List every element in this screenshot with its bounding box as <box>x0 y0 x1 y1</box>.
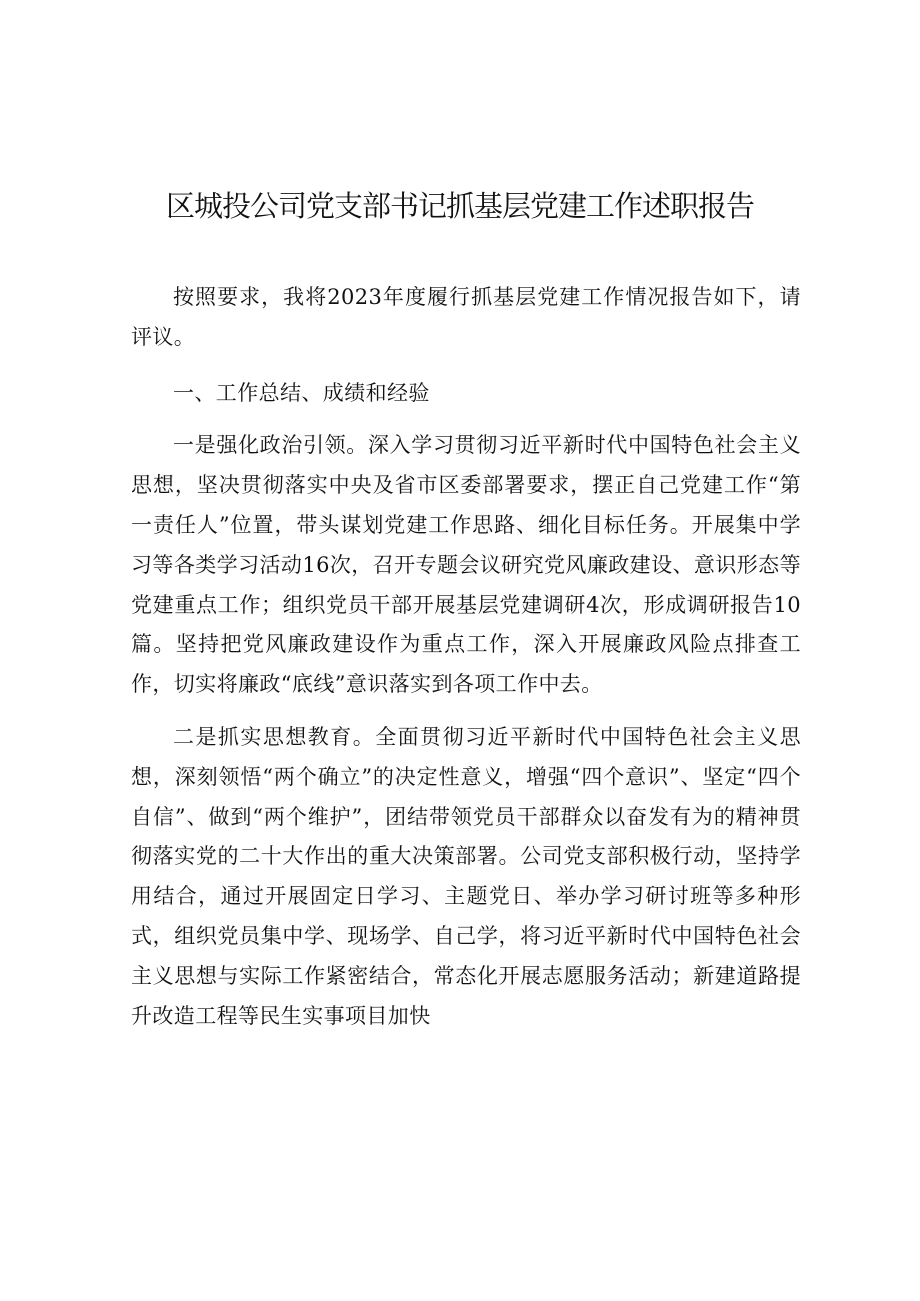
intro-paragraph: 按照要求，我将2023年度履行抓基层党建工作情况报告如下，请评议。 <box>131 285 801 349</box>
body-paragraph-political-guidance: 一是强化政治引领。深入学习贯彻习近平新时代中国特色社会主义思想，坚决贯彻落实中央及省市区委部署要求，摆正自己党建工作“第一责任人”位置，带头谋划党建工作思路、细化目标任务。开展集中学习等各类学习活动16次，召开专题会议研究党风廉政建设、意识形态等党建重点工作；组织党员干部开展基层党建调研4次，形成调研报告10篇。坚持把党风廉政建设作为重点工作，深入开展廉政风险点排查工作，切实将廉政“底线”意识落实到各项工作中去。 <box>131 433 801 697</box>
body-paragraph-ideological-education: 二是抓实思想教育。全面贯彻习近平新时代中国特色社会主义思想，深刻领悟“两个确立”的决定性意义，增强“四个意识”、坚定“四个自信”、做到“两个维护”，团结带领党员干部群众以奋发有为的精神贯彻落实党的二十大作出的重大决策部署。公司党支部积极行动，坚持学用结合，通过开展固定日学习、主题党日、举办学习研讨班等多种形式，组织党员集中学、现场学、自己学，将习近平新时代中国特色社会主义思想与实际工作紧密结合，常态化开展志愿服务活动；新建道路提升改造工程等民生实事项目加快 <box>131 724 801 1028</box>
section-heading: 一、工作总结、成绩和经验 <box>173 380 430 405</box>
document-title: 区城投公司党支部书记抓基层党建工作述职报告 <box>165 189 754 223</box>
document-body <box>131 278 801 1049</box>
